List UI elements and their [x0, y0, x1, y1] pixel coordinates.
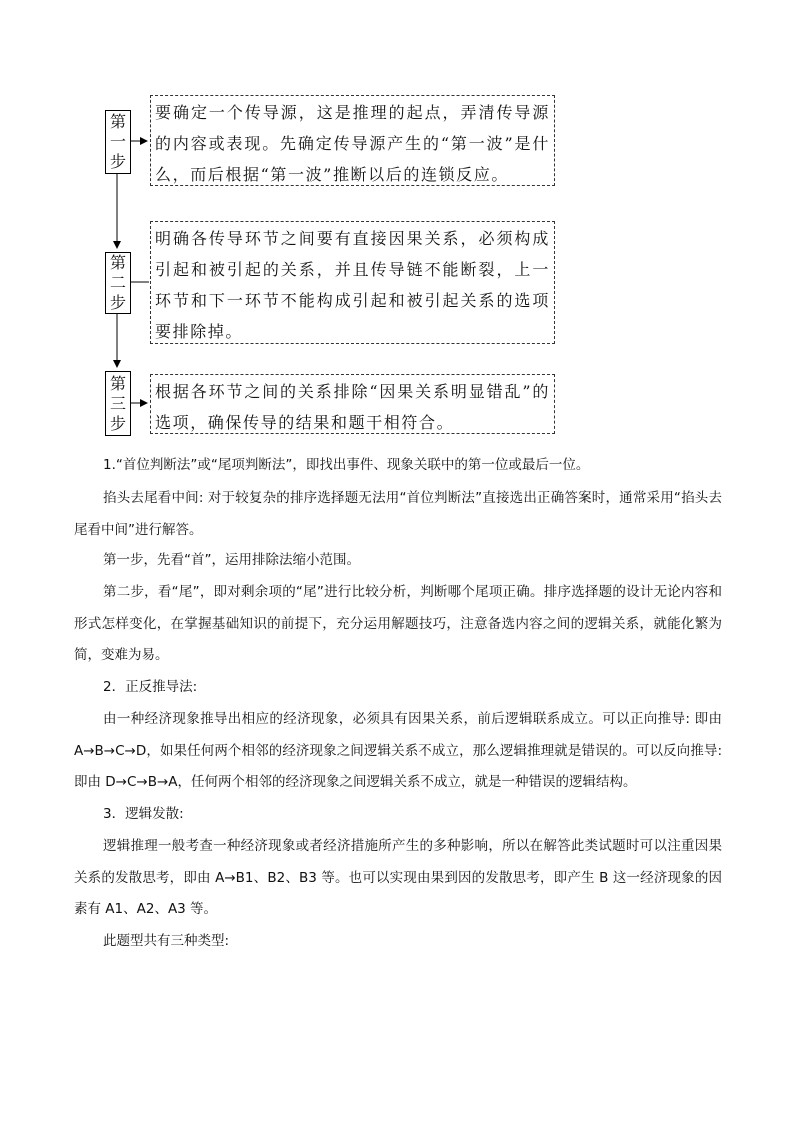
step-1-description: 要确定一个传导源，这是推理的起点，弄清传导源的内容或表现。先确定传导源产生的“第一波”是什么，而后根据“第一波”推断以后的连锁反应。 [155, 103, 550, 184]
heading-logic-divergence: 3．逻辑发散: [103, 806, 184, 822]
step-2-char-2: 二 [109, 273, 126, 292]
step-3-char-3: 步 [109, 413, 126, 433]
step-1-char-1: 第 [109, 112, 126, 131]
step-3-char-1: 第 [109, 373, 126, 393]
paragraph-step-one: 第一步，先看“首”，运用排除法缩小范围。 [103, 552, 360, 568]
step-1-label-box [105, 110, 131, 174]
step-1-char-3: 步 [109, 152, 126, 171]
step-3-char-2: 三 [109, 393, 126, 413]
step-1-description-box [150, 95, 555, 186]
step-2-description-box [150, 221, 555, 344]
step-3-description: 根据各环节之间的关系排除“因果关系明显错乱”的选项，确保传导的结果和题干相符合。 [155, 382, 550, 432]
step-3-label-box [105, 371, 131, 436]
heading-forward-reverse: 2．正反推导法: [103, 679, 198, 695]
paragraph-step-two: 第二步，看“尾”，即对剩余项的“尾”进行比较分析，判断哪个尾项正确。排序选择题的设计无论内容和形式怎样变化，在掌握基础知识的前提下，充分运用解题技巧，注意备选内容之间的逻辑关系，就能化繁为简，变难为易。 [74, 584, 722, 663]
step-2-char-3: 步 [109, 293, 126, 312]
paragraph-first-last-method: 1.“首位判断法”或“尾项判断法”，即找出事件、现象关联中的第一位或最后一位。 [103, 457, 590, 473]
paragraph-three-types: 此题型共有三种类型: [103, 933, 230, 949]
paragraph-logic-divergence: 逻辑推理一般考查一种经济现象或者经济措施所产生的多种影响，所以在解答此类试题时可以注重因果关系的发散思考，即由 A→B1、B2、B3 等。也可以实现由果到因的发散思考，即产生 B 这一经济现象的因素有 A1、A2、A3 等。 [74, 838, 722, 917]
step-2-char-1: 第 [109, 253, 126, 272]
paragraph-trim-head-tail: 掐头去尾看中间: 对于较复杂的排序选择题无法用“首位判断法”直接选出正确答案时，通常采用“掐头去尾看中间”进行解答。 [74, 490, 722, 538]
step-2-description: 明确各传导环节之间要有直接因果关系，必须构成引起和被引起的关系，并且传导链不能断裂，上一环节和下一环节不能构成引起和被引起关系的选项要排除掉。 [155, 229, 550, 341]
step-2-label-box [105, 252, 131, 314]
step-3-description-box [150, 374, 555, 434]
step-1-char-2: 一 [109, 132, 126, 151]
paragraph-forward-reverse: 由一种经济现象推导出相应的经济现象，必须具有因果关系，前后逻辑联系成立。可以正向推导: 即由 A→B→C→D，如果任何两个相邻的经济现象之间逻辑关系不成立，那么逻辑推理就是错误的。可以反向推导: 即由 D→C→B→A，任何两个相邻的经济现象之间逻辑关系不成立，就是一种错误的逻辑结构。 [74, 711, 722, 790]
